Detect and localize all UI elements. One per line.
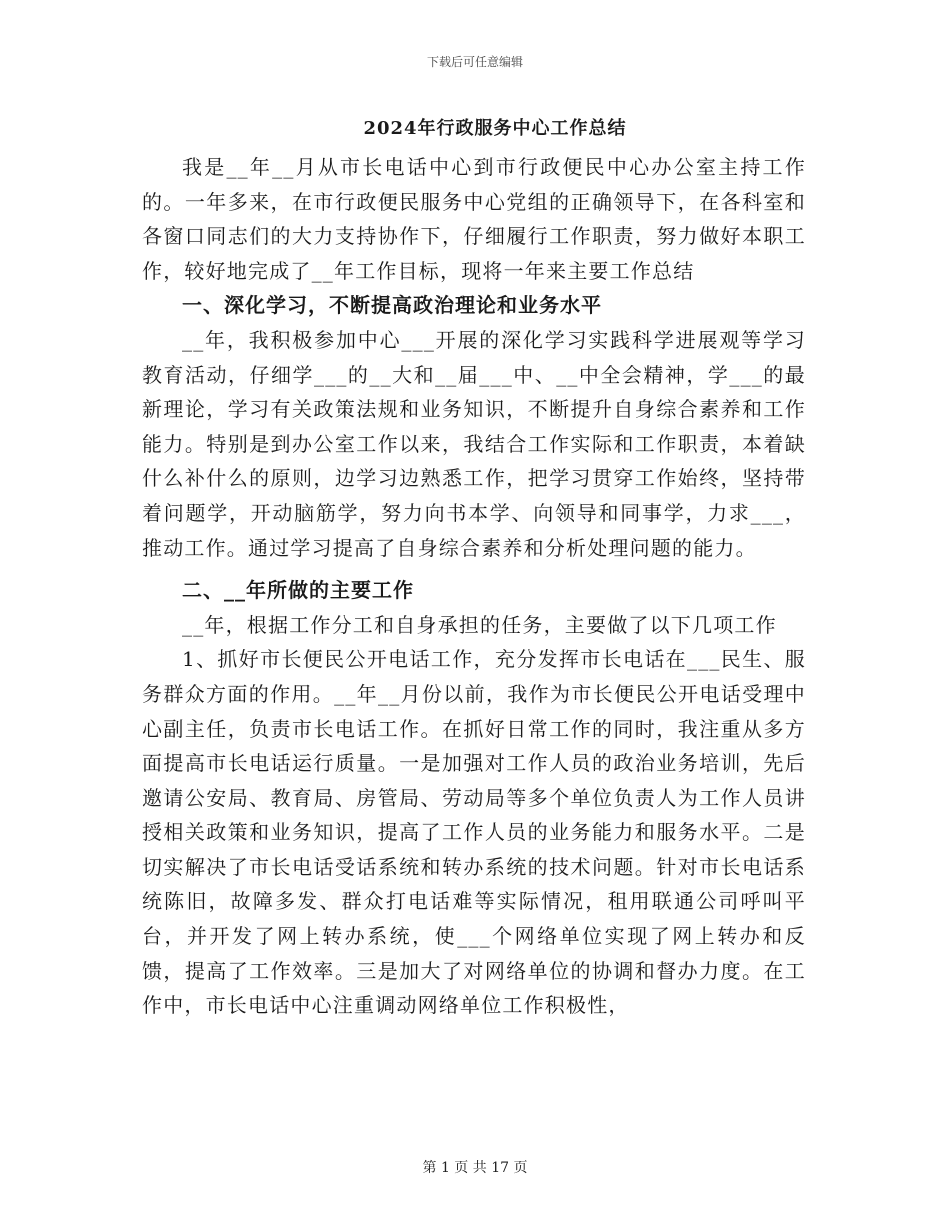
paragraph-work-item-1: 1、抓好市长便民公开电话工作，充分发挥市长电话在___民生、服务群众方面的作用。__年__月份以前，我作为市长便民公开电话受理中心副主任，负责市长电话工作。在抓好日常工作的同时，我注重从多方面提高市长电话运行质量。一是加强对工作人员的政治业务培训，先后邀请公安局、教育局、房管局、劳动局等多个单位负责人为工作人员讲授相关政策和业务知识，提高了工作人员的业务能力和服务水平。二是切实解决了市长电话受话系统和转办系统的技术问题。针对市长电话系统陈旧，故障多发、群众打电话难等实际情况，租用联通公司呼叫平台，并开发了网上转办系统，使___个网络单位实现了网上转办和反馈，提高了工作效率。三是加大了对网络单位的协调和督办力度。在工作中，市长电话中心注重调动网络单位工作积极性， xyxy=(142,647,806,1018)
document-body xyxy=(142,150,806,1023)
section-heading-2: 二、__年所做的主要工作 xyxy=(182,578,414,603)
document-title: 2024年行政服务中心工作总结 xyxy=(363,118,627,139)
section-heading-1: 一、深化学习，不断提高政治理论和业务水平 xyxy=(182,293,602,318)
paragraph-intro: 我是__年__月从市长电话中心到市行政便民中心办公室主持工作的。一年多来，在市行政便民服务中心党组的正确领导下，在各科室和各窗口同志们的大力支持协作下，仔细履行工作职责，努力做好本职工作，较好地完成了__年工作目标，现将一年来主要工作总结 xyxy=(142,155,806,283)
page-footer: 第 1 页 共 17 页 xyxy=(422,1160,528,1176)
paragraph-study: __年，我积极参加中心___开展的深化学习实践科学进展观等学习教育活动，仔细学___的__大和__届___中、__中全会精神，学___的最新理论，学习有关政策法规和业务知识，不断提升自身综合素养和工作能力。特别是到办公室工作以来，我结合工作实际和工作职责，本着缺什么补什么的原则，边学习边熟悉工作，把学习贯穿工作始终，坚持带着问题学，开动脑筋学，努力向书本学、向领导和同事学，力求___，推动工作。通过学习提高了自身综合素养和分析处理问题的能力。 xyxy=(142,327,806,560)
paragraph-work-intro: __年，根据工作分工和自身承担的任务，主要做了以下几项工作 xyxy=(182,612,777,637)
header-note: 下载后可任意编辑 xyxy=(426,55,523,69)
